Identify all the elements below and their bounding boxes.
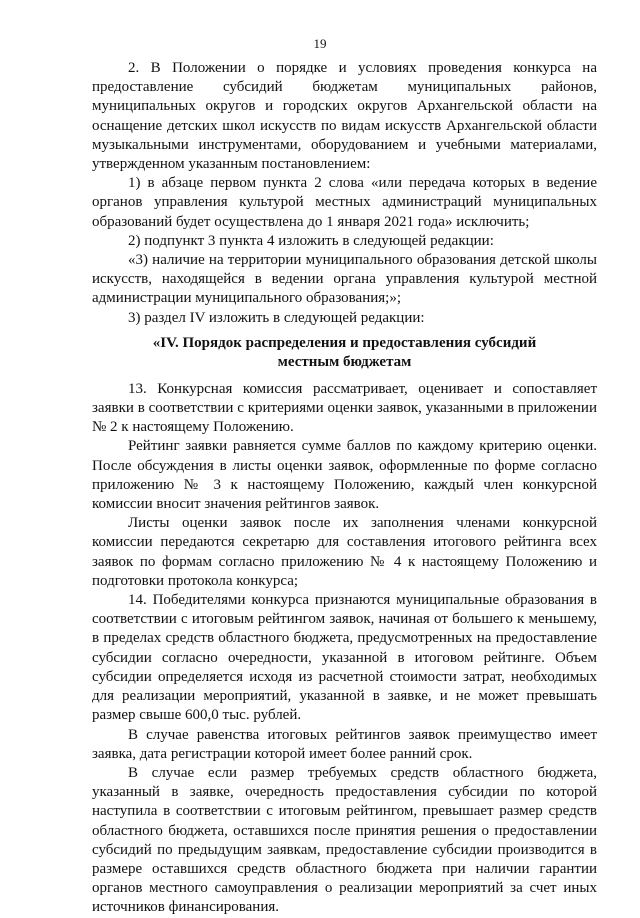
paragraph: В случае равенства итоговых рейтингов заявок преимущество имеет заявка, дата регистрации которой имеет более ранний срок. bbox=[92, 726, 597, 762]
paragraph: В случае если размер требуемых средств областного бюджета, указанный в заявке, очередность предоставления субсидии по которой наступила в соответствии с итоговым рейтингом, превышает размер средств областного бюджета, оставшихся после принятия решения о предоставлении субсидий по предыдущим заявкам, предоставление субсидии производится в размере оставшихся средств областного бюджета при наличии гарантии органов местного самоуправления о реализации мероприятий за счет иных источников финансирования. bbox=[92, 764, 597, 916]
section-heading-line1: «IV. Порядок распределения и предоставления субсидий bbox=[152, 334, 537, 351]
paragraph: 2. В Положении о порядке и условиях проведения конкурса на предоставление субсидий бюджетам муниципальных районов, муниципальных округов и городских округов Архангельской области на оснащение детских школ искусств по видам искусств Архангельской области музыкальными инструментами, оборудованием и учебными материалами, утвержденном указанным постановлением: bbox=[92, 60, 597, 173]
paragraph: 2) подпункт 3 пункта 4 изложить в следующей редакции: bbox=[128, 232, 494, 249]
paragraph: 3) раздел IV изложить в следующей редакции: bbox=[128, 309, 425, 326]
paragraph: 13. Конкурсная комиссия рассматривает, оценивает и сопоставляет заявки в соответствии с критериями оценки заявок, указанными в приложении № 2 к настоящему Положению. bbox=[92, 380, 597, 436]
paragraph: 14. Победителями конкурса признаются муниципальные образования в соответствии с итоговым рейтингом заявок, начиная от большего к меньшему, в пределах средств областного бюджета, предусмотренных на предоставление субсидии согласно очередности, указанной в итоговом рейтинге. Объем субсидии определяется исходя из расчетной стоимости затрат, необходимых для реализации мероприятий, указанной в заявке, и не может превышать размер свыше 600,0 тыс. рублей. bbox=[92, 592, 597, 724]
paragraph: 1) в абзаце первом пункта 2 слова «или передача которых в ведение органов управления культурой местных администраций муниципальных образований будет осуществлена до 1 января 2021 года» исключить; bbox=[92, 175, 597, 230]
paragraph: Листы оценки заявок после их заполнения членами конкурсной комиссии передаются секретарю для составления итогового рейтинга всех заявок по формам согласно приложению № 4 к настоящему Положению и подготовки протокола конкурса; bbox=[92, 515, 597, 589]
paragraph: «3) наличие на территории муниципального образования детской школы искусств, находящейся в ведении органа управления культурой местной администрации муниципального образования;»; bbox=[92, 252, 597, 307]
document-body bbox=[92, 59, 597, 918]
section-heading-line2: местным бюджетам bbox=[277, 353, 412, 370]
page-number: 19 bbox=[313, 36, 327, 51]
section-heading bbox=[92, 334, 597, 372]
paragraph: Рейтинг заявки равняется сумме баллов по каждому критерию оценки. После обсуждения в листы оценки заявок, оформленные по форме согласно приложению № 3 к настоящему Положению, каждый член конкурсной комиссии вносит значения рейтингов заявок. bbox=[92, 438, 597, 513]
